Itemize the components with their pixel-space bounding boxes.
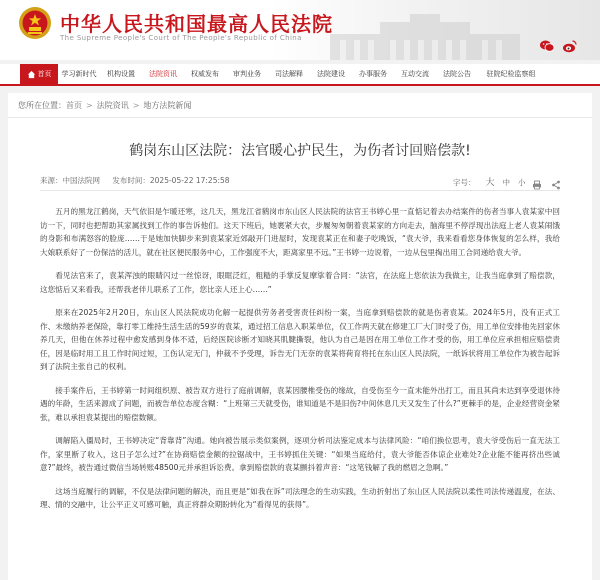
- article-source: 来源：中国法院网: [40, 176, 100, 185]
- nav-home[interactable]: [20, 64, 58, 84]
- share-icon[interactable]: [551, 180, 561, 190]
- nav-shenpan[interactable]: 审判业务: [233, 70, 261, 78]
- nav-fayuan-jianshe[interactable]: 法院建设: [317, 70, 345, 78]
- national-emblem[interactable]: [18, 6, 52, 40]
- nav-xuexi[interactable]: 学习新时代: [61, 70, 97, 78]
- paragraph: 原来在2025年2月20日，东山区人民法院成功化解一起提供劳务者受害责任纠纷一案，当庭拿到赔偿款的就是伤者袁某。2024年5月，没有正式工作、未缴纳养老保险，靠打零工维持生活生活的59岁的袁某，通过招工信息入职某单位，仅工作两天就在修建工厂大门时受了伤，用工单位安排他先回家休养几天，但他在休养过程中愈发感到身体不适，后经医院诊断才知晓其肌腱撕裂，他认为自己是因在用工单位工作才受的伤，用工单位应承担相应赔偿责任，因是临时用工且工作时间过短，工伤认定无门，仲裁不予受理，诉告无门无奈的袁某将荷育将托在东山区人民法院，一纸诉状将用工单位作为被告起诉到了法院主张自己的权利。: [40, 308, 560, 371]
- paragraph: 接手案件后，王书婷第一时间组织原、被告双方进行了庭前调解，袁某因腰椎受伤的缘故，自受伤至今一直未能外出打工，而且其尚未达到享受退休待遇的年龄，生活来源成了问题，而被告单位态度含糊：“上班第三天就受伤，谁知道是不是旧伤?中间休息几天又发生了什么?”更棘手的是，企业经营资金紧张，难以承担袁某提出的赔偿数额。: [40, 385, 560, 422]
- font-large-button[interactable]: 大: [485, 178, 495, 188]
- nav-banshi[interactable]: 办事服务: [359, 70, 387, 78]
- nav-hudong[interactable]: 互动交流: [401, 70, 429, 78]
- font-size-control: [453, 175, 530, 188]
- font-medium-button[interactable]: 中: [502, 178, 511, 187]
- breadcrumb-home[interactable]: 首页: [66, 101, 82, 110]
- paragraph: 看见法官来了，袁某浑浊的眼睛闪过一丝惊讶，眼眶泛红，粗糙的手掌反复摩挲着合同：“法官，在法庭上您依法为我做主，让我当庭拿到了赔偿款，这您惦后又来看我，还帮我老伴儿联系了工作，您比亲人还上心……”: [40, 271, 560, 294]
- font-small-button[interactable]: 小: [518, 178, 526, 187]
- nav-fayuan-zixun[interactable]: 法院资讯: [149, 70, 177, 78]
- nav-jijian[interactable]: 驻院纪检监察组: [486, 70, 536, 78]
- main-content: [8, 93, 592, 580]
- breadcrumb-prefix: 您所在位置：: [18, 101, 66, 110]
- wechat-icon[interactable]: [539, 38, 555, 54]
- breadcrumb-local-news[interactable]: 地方法院新闻: [143, 101, 192, 110]
- site-title[interactable]: 中华人民共和国最高人民法院: [60, 12, 333, 36]
- main-nav: [0, 64, 600, 86]
- divider: [8, 117, 592, 118]
- site-subtitle: The Supreme People's Court of The People's Republic of China: [60, 34, 302, 42]
- building-silhouette: [310, 10, 540, 60]
- breadcrumb-sep: >: [86, 101, 93, 110]
- print-icon[interactable]: [532, 180, 542, 190]
- article-body: [40, 205, 560, 522]
- paragraph: 调解陷入僵局时，王书婷决定“背靠背”沟通。她向被告展示类似案例，逐项分析司法鉴定成本与法律风险：“咱们换位思考，袁大爷受伤后一直无法工作，家里断了收入，这日子怎么过?”在协商赔偿金额的拉锯战中，王书婷抓住关键：“如果当庭给付，袁大爷能否体谅企业难处?企业能不能再挤出些诚意?”最终，被告通过微信当场转账48500元并承担诉讼费。拿到赔偿款的袁某颤抖着声音：“这笔钱解了我的燃眉之急啊。”: [40, 436, 560, 472]
- breadcrumb-sep: >: [132, 101, 140, 110]
- nav-home-label: 首页: [37, 70, 52, 78]
- breadcrumb: [18, 100, 191, 111]
- paragraph: 五月的黑龙江鹤岗，天气依旧是乍暖还寒，这几天，黑龙江省鹤岗市东山区人民法院的法官王书婷心里一直惦记着去办结案件的伤者当事人袁某家中回访一下，同时也把帮助其家属找到工作的事告诉他们。这天下班后，她裹紧大衣，步履匆匆朝着袁某家的方向走去，脑海里不停浮现出法庭上老人袁某闹饿的身影和布满怒容的脸庞……于是她加快脚步来到袁某家近郊敲开门进屋时，发现袁某正在和妻子吃晚饭，“袁大爷，我来看看您身体恢复的怎么样，我给大娘联系好了一份保洁的活儿，就在社区便民服务中心，工作强度不大，距离家里不远。”王书婷一边说着，一边从包里掏出用工合同递给袁大爷。: [40, 207, 560, 257]
- weibo-icon[interactable]: [562, 38, 578, 54]
- site-header: [0, 0, 600, 60]
- nav-quanwei[interactable]: 权威发布: [191, 70, 219, 78]
- font-size-label: 字号：: [453, 178, 476, 187]
- paragraph: 这场当庭履行的调解，不仅是法律问题的解决，而且更是“如我在诉”司法理念的生动实践，生动折射出了东山区人民法院以柔性司法传递温度，在法、理、情的交融中，让公平正义可感可触，真正将群众期盼转化为“看得见的获得”。: [40, 486, 560, 509]
- breadcrumb-news[interactable]: 法院资讯: [96, 101, 129, 110]
- nav-gonggao[interactable]: 法院公告: [443, 70, 471, 78]
- nav-jigou[interactable]: 机构设置: [107, 70, 135, 78]
- home-icon: [27, 70, 36, 79]
- article-date: 发布时间：2025-05-22 17:25:58: [112, 176, 230, 185]
- article-meta: [40, 175, 240, 186]
- article-title: 鹤岗东山区法院：法官暖心护民生，为伤者讨回赔偿款!: [129, 143, 471, 159]
- nav-sifa-jieshi[interactable]: 司法解释: [275, 70, 303, 78]
- divider: [40, 190, 560, 191]
